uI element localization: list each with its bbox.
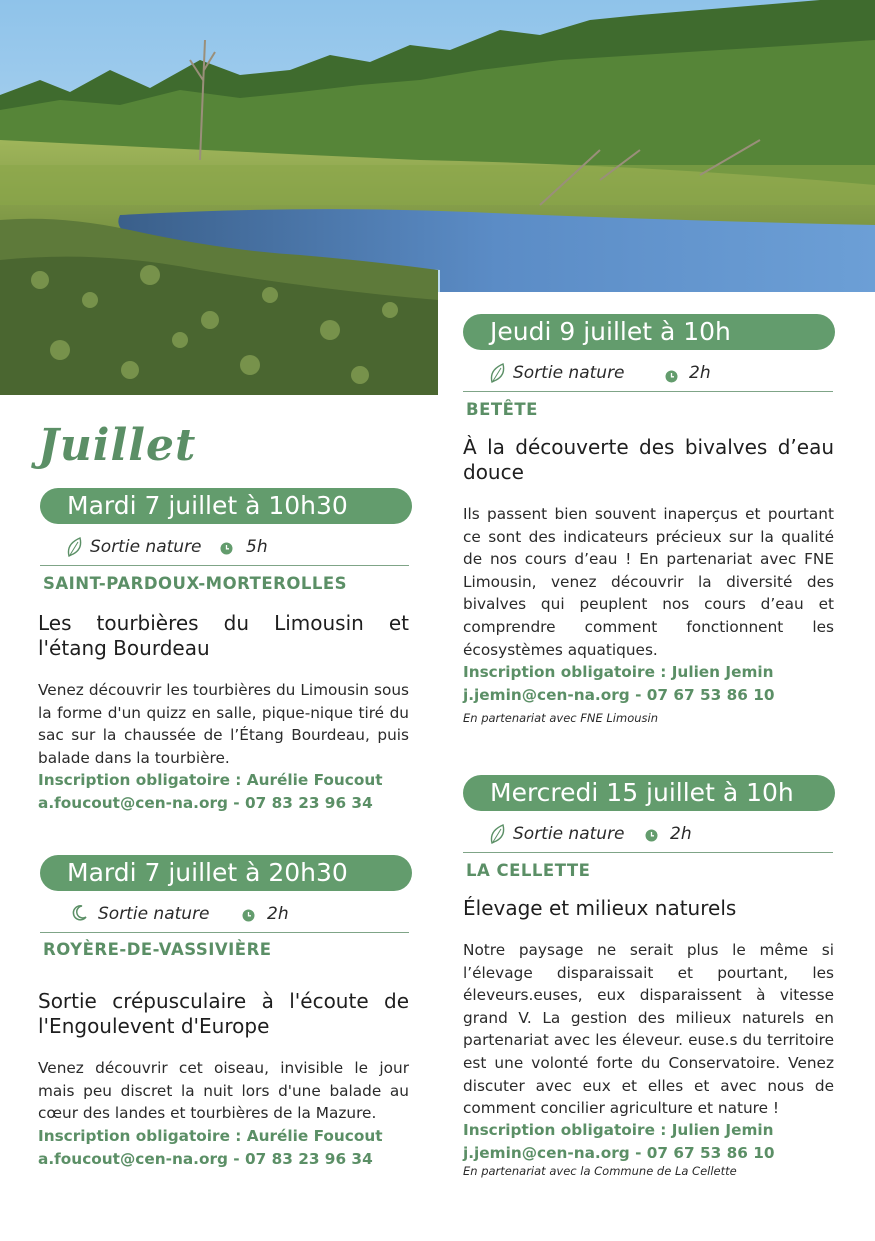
event-title: Sortie crépusculaire à l'écoute de l'Engoulevent d'Europe	[38, 989, 409, 1038]
event-location: BETÊTE	[466, 400, 538, 419]
event-type: Sortie nature	[513, 824, 625, 844]
event-duration: 2h	[689, 363, 711, 383]
event-location: LA CELLETTE	[466, 861, 591, 880]
clock-icon	[665, 368, 678, 388]
event-registration: Inscription obligatoire : Aurélie Foucout	[38, 771, 383, 789]
event-date-banner: Jeudi 9 juillet à 10h	[463, 314, 835, 350]
month-heading: Juillet	[38, 420, 197, 471]
leaf-icon	[66, 536, 84, 563]
event-description: Venez découvrir les tourbières du Limousin sous la forme d'un quizz en salle, pique-nique tiré du sac sur la chaussée de l’Étang Bourdeau, puis balade dans la tourbière.	[38, 681, 409, 767]
event-location: ROYÈRE-DE-VASSIVIÈRE	[43, 940, 272, 959]
event-meta	[489, 821, 829, 847]
event-contact[interactable]: j.jemin@cen-na.org - 07 67 53 86 10	[463, 686, 775, 704]
event-meta	[70, 901, 410, 927]
event-contact[interactable]: j.jemin@cen-na.org - 07 67 53 86 10	[463, 1144, 775, 1162]
divider	[40, 565, 409, 566]
clock-icon	[220, 540, 233, 560]
event-type: Sortie nature	[98, 904, 210, 924]
event-date-banner: Mardi 7 juillet à 20h30	[40, 855, 412, 891]
event-registration: Inscription obligatoire : Aurélie Foucout	[38, 1127, 383, 1145]
event-title: Les tourbières du Limousin et l'étang Bourdeau	[38, 611, 409, 660]
event-description: Notre paysage ne serait plus le même si l’élevage disparaissait et pourtant, les éleveurs.euses, eux disparaissent à vitesse grand V. La gestion des milieux naturels en partenariat avec les éleveur. euse.s du territoire est une volonté forte du Conservatoire. Venez discuter avec eux et elles et avec nous de comment concilier agriculture et nature !	[463, 941, 834, 1118]
event-meta	[489, 360, 829, 386]
divider	[463, 391, 833, 392]
event-type: Sortie nature	[513, 363, 625, 383]
clock-icon	[645, 827, 658, 847]
event-date-banner: Mercredi 15 juillet à 10h	[463, 775, 835, 811]
event-title: À la découverte des bivalves d’eau douce	[463, 435, 834, 484]
event-meta	[66, 534, 406, 560]
event-duration: 2h	[267, 904, 289, 924]
leaf-icon	[489, 823, 507, 850]
event-contact[interactable]: a.foucout@cen-na.org - 07 83 23 96 34	[38, 1150, 373, 1168]
event-partner: En partenariat avec la Commune de La Cellette	[463, 1164, 737, 1178]
event-title: Élevage et milieux naturels	[463, 896, 737, 920]
leaf-icon	[489, 362, 507, 389]
divider	[463, 852, 833, 853]
event-contact[interactable]: a.foucout@cen-na.org - 07 83 23 96 34	[38, 794, 373, 812]
event-location: SAINT-PARDOUX-MORTEROLLES	[43, 574, 348, 593]
moon-icon	[70, 904, 88, 927]
event-registration: Inscription obligatoire : Julien Jemin	[463, 1121, 774, 1139]
event-description: Ils passent bien souvent inaperçus et pourtant ce sont des indicateurs précieux sur la qualité de nos cours d’eau ! En partenariat avec FNE Limousin, venez découvrir la diversité des bivalves qui peuplent nos cours d’eau et comprendre comment fonctionnent les écosystèmes aquatiques.	[463, 505, 834, 659]
clock-icon	[242, 907, 255, 927]
event-duration: 2h	[670, 824, 692, 844]
event-date-banner: Mardi 7 juillet à 10h30	[40, 488, 412, 524]
divider	[40, 932, 409, 933]
event-type: Sortie nature	[90, 537, 202, 557]
event-registration: Inscription obligatoire : Julien Jemin	[463, 663, 774, 681]
event-partner: En partenariat avec FNE Limousin	[463, 711, 658, 725]
event-duration: 5h	[246, 537, 268, 557]
event-description: Venez découvrir cet oiseau, invisible le jour mais peu discret la nuit lors d'une balade au cœur des landes et tourbières de la Mazure.	[38, 1059, 409, 1123]
